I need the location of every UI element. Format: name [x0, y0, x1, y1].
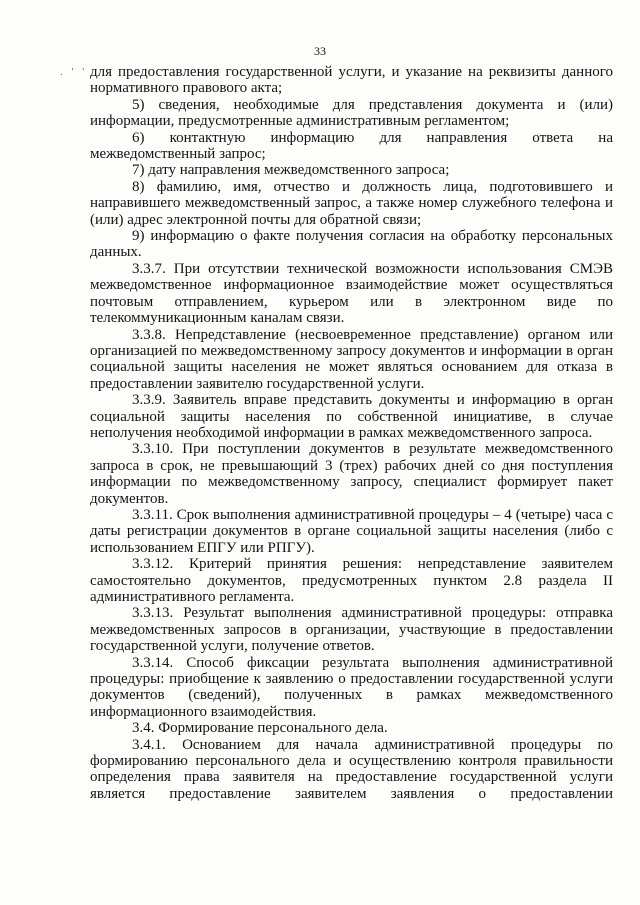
paragraph: 7) дату направления межведомственного запроса; [132, 162, 450, 179]
scan-margin-marks: . ' ' [60, 66, 88, 78]
paragraph: 3.3.10. При поступлении документов в результате межведомственного запроса в срок, не превышающий 3 (трех) рабочих дней со дня поступления информации по межведомственному запросу, специалист формирует пакет документов. [90, 441, 613, 507]
paragraph: 6) контактную информацию для направления ответа на межведомственный запрос; [90, 129, 613, 163]
paragraph: 3.3.14. Способ фиксации результата выполнения административной процедуры: приобщение к заявлению о предоставлении государственной услуги документов (сведений), полученных в рамках межведомственного информационного взаимодействия. [90, 654, 613, 720]
document-body [90, 64, 613, 802]
paragraph: 3.3.9. Заявитель вправе представить документы и информацию в орган социальной защиты населения по собственной инициативе, в случае неполучения необходимой информации в рамках межведомственного запроса. [90, 392, 613, 441]
paragraph: 3.3.8. Непредставление (несвоевременное представление) органом или организацией по межведомственному запросу документов и информации в орган социальной защиты населения не может являться основанием для отказа в предоставлении заявителю государственной услуги. [90, 326, 613, 392]
page-number: 33 [314, 44, 326, 58]
paragraph: для предоставления государственной услуги, и указание на реквизиты данного нормативного правового акта; [90, 64, 613, 97]
paragraph: 3.3.13. Результат выполнения административной процедуры: отправка межведомственных запросов в организации, участвующие в предоставлении государственной услуги, получение ответов. [90, 605, 613, 655]
paragraph: 9) информацию о факте получения согласия на обработку персональных данных. [90, 228, 613, 261]
paragraph: 3.4.1. Основанием для начала административной процедуры по формированию персонального дела и осуществлению контроля правильности определения права заявителя на предоставление государственной услуги является предоставление заявителем заявления о предоставлении [90, 736, 613, 802]
paragraph: 8) фамилию, имя, отчество и должность лица, подготовившего и направившего межведомственный запрос, а также номер служебного телефона и (или) адрес электронной почты для обратной связи; [90, 178, 613, 228]
paragraph: 3.3.7. При отсутствии технической возможности использования СМЭВ межведомственное информационное взаимодействие может осуществляться почтовым отправлением, курьером или в электронном виде по телекоммуникационным каналам связи. [90, 260, 613, 327]
paragraph: 3.3.12. Критерий принятия решения: непредставление заявителем самостоятельно документов, предусмотренных пунктом 2.8 раздела II административного регламента. [90, 556, 613, 605]
paragraph: 3.3.11. Срок выполнения административной процедуры – 4 (четыре) часа с даты регистрации документов в органе социальной защиты населения (либо с использованием ЕПГУ или РПГУ). [90, 506, 613, 556]
paragraph: 5) сведения, необходимые для представления документа и (или) информации, предусмотренные административным регламентом; [90, 96, 613, 130]
paragraph: 3.4. Формирование персонального дела. [132, 720, 388, 737]
